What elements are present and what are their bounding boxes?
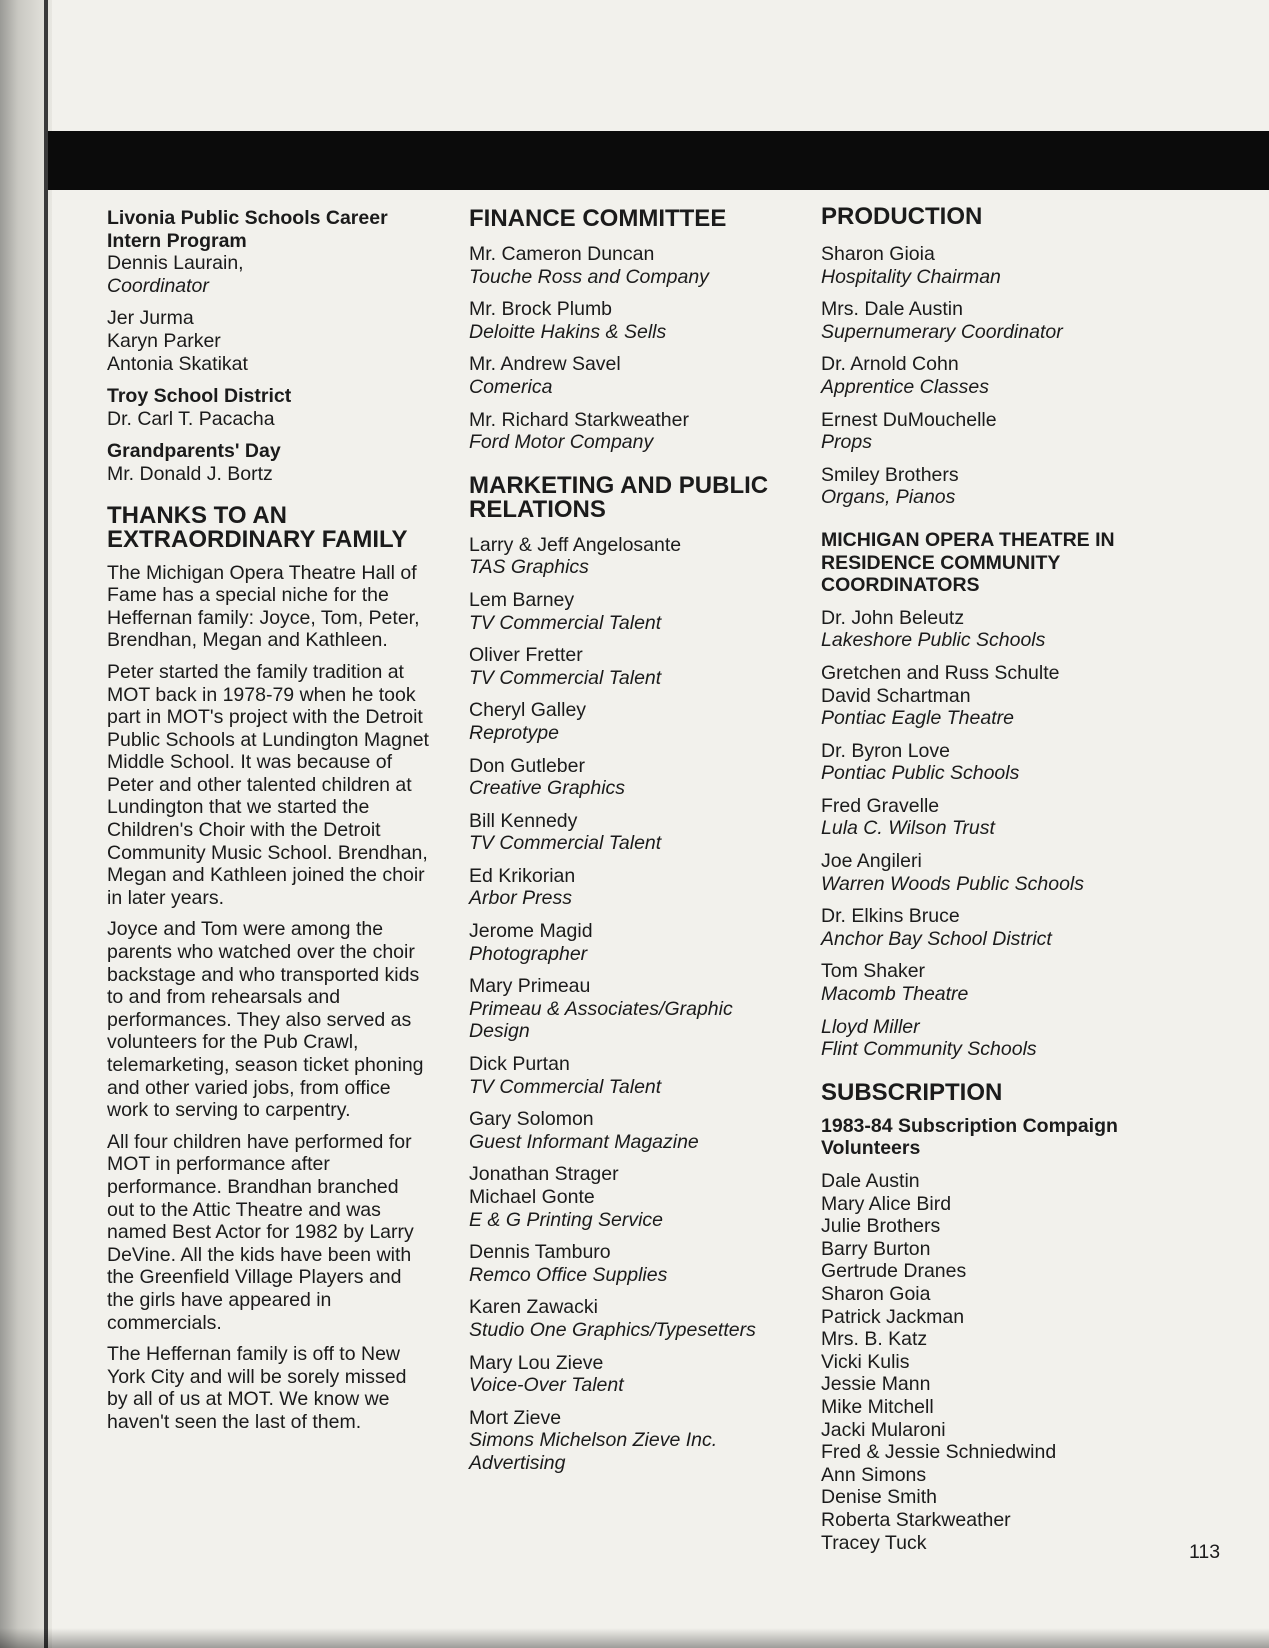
coordinators-heading: [821, 529, 1181, 597]
organization: Comerica: [469, 375, 553, 398]
person-name: Joe Angileri: [821, 850, 922, 873]
finance-entry: [469, 353, 809, 398]
thanks-heading: [107, 501, 429, 553]
organization: TV Commercial Talent: [469, 666, 662, 689]
organization: Arbor Press: [469, 887, 572, 910]
organization: Ford Motor Company: [469, 431, 654, 454]
organization: Anchor Bay School District: [821, 927, 1052, 950]
marketing-entry: [469, 810, 809, 855]
person-name: Karyn Parker: [107, 329, 221, 352]
person-name: Dennis Laurain,: [107, 252, 244, 275]
coordinator-entry: [821, 1016, 1181, 1061]
person-name: Antonia Skatikat: [107, 352, 248, 375]
marketing-entry: [469, 755, 809, 800]
person-name: David Schartman: [821, 684, 971, 707]
marketing-entry: [469, 1108, 809, 1153]
person-name: Mrs. Dale Austin: [821, 298, 963, 321]
person-name: Tom Shaker: [821, 960, 926, 983]
production-heading: PRODUCTION: [821, 203, 983, 230]
organization: Photographer: [469, 942, 588, 965]
person-name: Dr. Elkins Bruce: [821, 905, 960, 928]
person-name: Karen Zawacki: [469, 1296, 598, 1319]
person-name: Dr. John Beleutz: [821, 606, 965, 629]
column-3: [821, 205, 1181, 1554]
person-name: Smiley Brothers: [821, 463, 959, 486]
production-entry: [821, 353, 1181, 398]
list-item: Julie Brothers: [821, 1215, 941, 1238]
finance-entry: [469, 243, 809, 288]
organization: Pontiac Eagle Theatre: [821, 707, 1014, 730]
list-item: Gertrude Dranes: [821, 1260, 967, 1283]
person-name: Mr. Cameron Duncan: [469, 243, 655, 265]
column-1: [107, 207, 429, 1443]
organization: Advertising: [469, 1451, 566, 1474]
production-entry: [821, 409, 1181, 454]
marketing-entry: [469, 1296, 809, 1341]
subscription-subtitle: [821, 1115, 1181, 1160]
paragraph: All four children have performed for MOT in performance after performance. Brandhan branched out to the Attic Theatre and was named Best Actor for 1982 by Larry DeVine. All the kids have been with the Greenfield Village Players and the girls have appeared in commercials.: [107, 1130, 414, 1334]
troy-section: [107, 385, 429, 430]
subtitle-line: 1983-84 Subscription Compaign: [821, 1114, 1118, 1137]
person-name: Lem Barney: [469, 588, 575, 611]
grandparents-section: [107, 440, 429, 485]
organization: Guest Informant Magazine: [469, 1130, 699, 1153]
list-item: Mike Mitchell: [821, 1395, 934, 1418]
section-title: Grandparents' Day: [107, 440, 281, 463]
heading-line: MARKETING AND PUBLIC: [469, 471, 769, 499]
organization: Studio One Graphics/Typesetters: [469, 1318, 756, 1341]
person-name: Mr. Brock Plumb: [469, 298, 613, 321]
organization: Props: [821, 431, 872, 454]
coordinator-entry: [821, 795, 1181, 840]
person-name: Mr. Donald J. Bortz: [107, 462, 273, 485]
organization: Touche Ross and Company: [469, 265, 709, 288]
organization: Hospitality Chairman: [821, 265, 1001, 288]
person-name: Mr. Andrew Savel: [469, 353, 621, 376]
organization: Design: [469, 1020, 530, 1043]
organization: Voice-Over Talent: [469, 1374, 624, 1397]
person-name: Mary Lou Zieve: [469, 1351, 604, 1374]
marketing-entry: [469, 589, 809, 634]
person-name: Cheryl Galley: [469, 699, 587, 722]
list-item: Sharon Goia: [821, 1282, 931, 1305]
person-name: Lloyd Miller: [821, 1015, 920, 1038]
person-name: Jonathan Strager: [469, 1163, 619, 1186]
paragraph: The Michigan Opera Theatre Hall of Fame has a special niche for the Heffernan family: Joyce, Tom, Peter, Brendhan, Megan and Kathleen.: [107, 561, 420, 652]
person-name: Mary Primeau: [469, 975, 591, 998]
coordinator-entry: [821, 905, 1181, 950]
section-title: Troy School District: [107, 385, 292, 408]
organization: Lula C. Wilson Trust: [821, 817, 995, 840]
page-edge-shadow: [0, 1628, 1269, 1648]
organization: Lakeshore Public Schools: [821, 629, 1046, 652]
person-name: Oliver Fretter: [469, 644, 583, 667]
livonia-section: [107, 207, 429, 297]
organization: TAS Graphics: [469, 556, 589, 579]
organization: Pontiac Public Schools: [821, 762, 1020, 785]
marketing-entry: [469, 1407, 809, 1475]
person-role: Coordinator: [107, 274, 209, 297]
organization: Flint Community Schools: [821, 1038, 1037, 1061]
marketing-heading: [469, 471, 809, 523]
marketing-entry: [469, 644, 809, 689]
heading-line: THANKS TO AN: [107, 501, 287, 529]
heading-line: COORDINATORS: [821, 574, 980, 597]
production-entry: [821, 243, 1181, 288]
organization: E & G Printing Service: [469, 1208, 663, 1231]
organization: Simons Michelson Zieve Inc.: [469, 1429, 718, 1452]
list-item: Denise Smith: [821, 1486, 937, 1509]
paragraph: Peter started the family tradition at MOT back in 1978-79 when he took part in MOT's project with the Detroit Public Schools at Lundington Magnet Middle School. It was because of Peter and other talented children at Lundington that we started the Children's Choir with the Detroit Community Music School. Brendhan, Megan and Kathleen joined the choir in later years.: [107, 660, 429, 909]
paragraph: The Heffernan family is off to New York City and will be sorely missed by all of us at MOT. We know we haven't seen the last of them.: [107, 1343, 407, 1433]
coordinator-entry: [821, 662, 1181, 730]
person-name: Jerome Magid: [469, 920, 593, 943]
coordinator-entry: [821, 740, 1181, 785]
list-item: Vicki Kulis: [821, 1350, 910, 1373]
person-name: Dr. Arnold Cohn: [821, 353, 959, 376]
heading-line: EXTRAORDINARY FAMILY: [107, 525, 408, 553]
organization: TV Commercial Talent: [469, 832, 662, 855]
organization: Remco Office Supplies: [469, 1263, 668, 1286]
list-item: Patrick Jackman: [821, 1305, 965, 1328]
production-entry: [821, 298, 1181, 343]
organization: Creative Graphics: [469, 777, 626, 800]
coordinator-entry: [821, 607, 1181, 652]
section-title: Livonia Public Schools Career: [107, 207, 388, 229]
person-name: Gretchen and Russ Schulte: [821, 661, 1060, 684]
person-name: Ernest DuMouchelle: [821, 408, 997, 431]
marketing-entry: [469, 1352, 809, 1397]
list-item: Mrs. B. Katz: [821, 1328, 928, 1351]
organization: Organs, Pianos: [821, 486, 956, 509]
list-item: Fred & Jessie Schniedwind: [821, 1441, 1057, 1464]
coordinator-entry: [821, 960, 1181, 1005]
organization: TV Commercial Talent: [469, 611, 662, 634]
column-2: [469, 207, 809, 1485]
list-item: Tracey Tuck: [821, 1531, 927, 1554]
list-item: Dale Austin: [821, 1170, 920, 1192]
marketing-entry: [469, 975, 809, 1043]
person-name: Jer Jurma: [107, 307, 194, 330]
person-name: Dennis Tamburo: [469, 1241, 611, 1264]
coordinator-entry: [821, 850, 1181, 895]
person-name: Michael Gonte: [469, 1186, 595, 1208]
section-title: Intern Program: [107, 229, 247, 252]
marketing-entry: [469, 699, 809, 744]
volunteer-list: [821, 1170, 1181, 1554]
livonia-names: [107, 307, 429, 375]
person-name: Sharon Gioia: [821, 243, 935, 265]
organization: Primeau & Associates/Graphic: [469, 997, 733, 1020]
organization: Warren Woods Public Schools: [821, 872, 1085, 895]
person-name: Dr. Carl T. Pacacha: [107, 407, 275, 430]
person-name: Larry & Jeff Angelosante: [469, 533, 682, 556]
person-name: Bill Kennedy: [469, 809, 578, 832]
organization: Macomb Theatre: [821, 983, 969, 1006]
finance-entry: [469, 298, 809, 343]
marketing-entry: [469, 920, 809, 965]
production-entry: [821, 464, 1181, 509]
person-name: Dr. Byron Love: [821, 739, 950, 762]
person-name: Mort Zieve: [469, 1406, 562, 1429]
marketing-entry: [469, 534, 809, 579]
person-name: Fred Gravelle: [821, 794, 940, 817]
heading-line: MICHIGAN OPERA THEATRE IN: [821, 528, 1115, 551]
person-name: Don Gutleber: [469, 754, 585, 777]
header-band: [48, 131, 1269, 190]
marketing-entry: [469, 1163, 809, 1231]
list-item: Roberta Starkweather: [821, 1508, 1011, 1531]
spine-edge: [44, 0, 48, 1648]
heading-line: RESIDENCE COMMUNITY: [821, 551, 1061, 574]
finance-entry: [469, 409, 809, 454]
organization: TV Commercial Talent: [469, 1075, 662, 1098]
heading-line: RELATIONS: [469, 495, 606, 523]
marketing-entry: [469, 865, 809, 910]
list-item: Jacki Mularoni: [821, 1418, 946, 1441]
list-item: Jessie Mann: [821, 1373, 931, 1396]
person-name: Ed Krikorian: [469, 864, 576, 887]
list-item: Barry Burton: [821, 1237, 931, 1260]
finance-heading: FINANCE COMMITTEE: [469, 205, 727, 232]
organization: Supernumerary Coordinator: [821, 320, 1063, 343]
organization: Deloitte Hakins & Sells: [469, 320, 667, 343]
subscription-heading: SUBSCRIPTION: [821, 1078, 1003, 1106]
organization: Reprotype: [469, 721, 559, 744]
organization: Apprentice Classes: [821, 375, 989, 398]
subtitle-line: Volunteers: [821, 1137, 921, 1160]
list-item: Ann Simons: [821, 1463, 927, 1486]
marketing-entry: [469, 1053, 809, 1098]
person-name: Mr. Richard Starkweather: [469, 408, 689, 431]
list-item: Mary Alice Bird: [821, 1192, 952, 1215]
marketing-entry: [469, 1241, 809, 1286]
person-name: Dick Purtan: [469, 1053, 570, 1076]
page-number: 113: [1189, 1541, 1221, 1563]
person-name: Gary Solomon: [469, 1108, 594, 1131]
paragraph: Joyce and Tom were among the parents who watched over the choir backstage and who transported kids to and from rehearsals and performances. They also served as volunteers for the Pub Crawl, telemarketing, season ticket phoning and other varied jobs, from office work to serving to carpentry.: [107, 918, 424, 1122]
